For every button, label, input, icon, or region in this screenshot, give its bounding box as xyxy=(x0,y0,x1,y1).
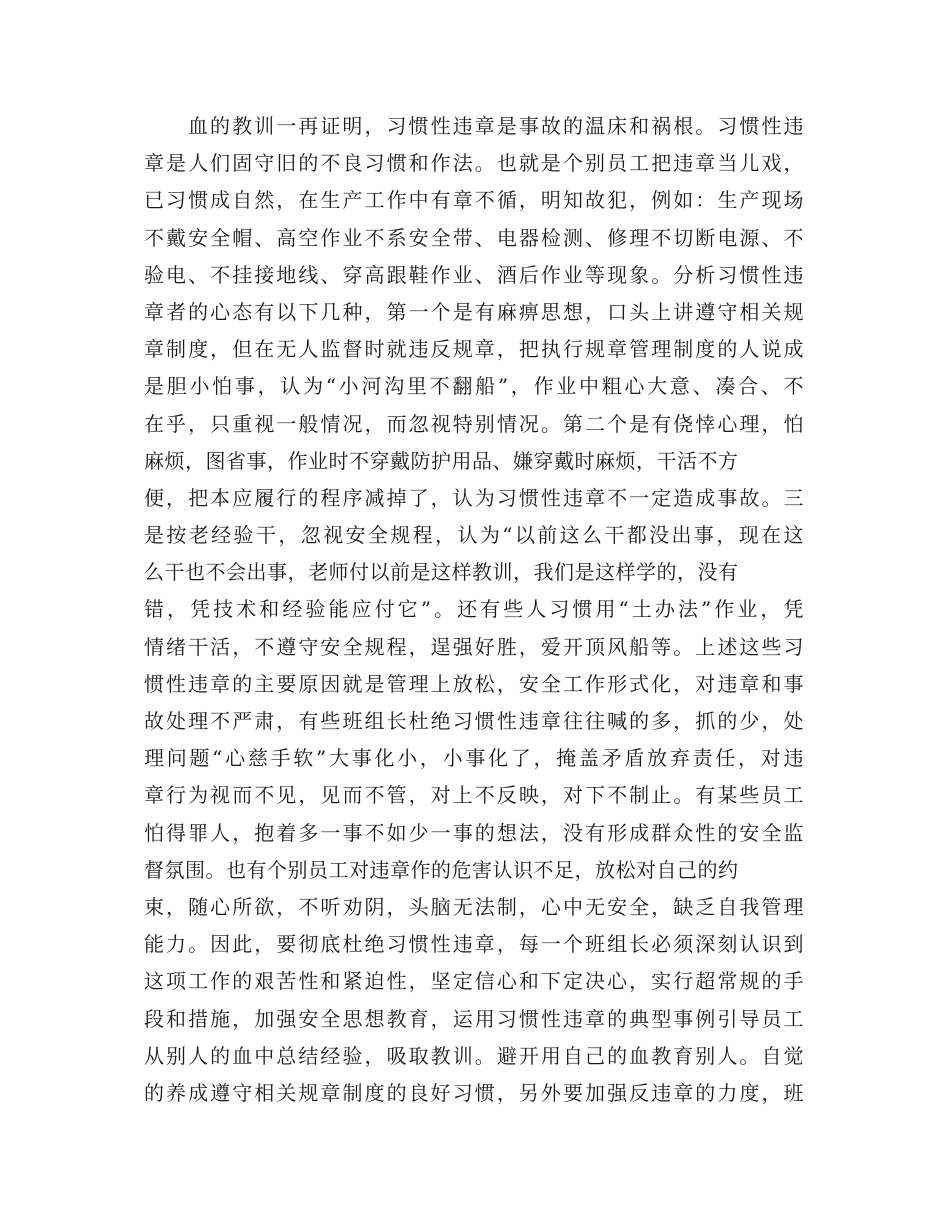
text-line: 段和措施，加强安全思想教育，运用习惯性违章的典型事例引导员工 xyxy=(144,1006,804,1031)
text-line: 已习惯成自然，在生产工作中有章不循，明知故犯，例如：生产现场 xyxy=(144,188,804,213)
text-line: 督氛围。也有个别员工对违章作的危害认识不足，放松对自己的约 xyxy=(144,857,739,882)
text-line: 章者的心态有以下几种，第一个是有麻痹思想，口头上讲遵守相关规 xyxy=(144,299,804,324)
text-line: 章制度，但在无人监督时就违反规章，把执行规章管理制度的人说成 xyxy=(144,337,804,362)
text-line: 理问题“心慈手软”大事化小，小事化了，掩盖矛盾放弃责任，对违 xyxy=(144,746,804,771)
text-line: 是胆小怕事，认为“小河沟里不翻船”，作业中粗心大意、凑合、不 xyxy=(144,374,804,399)
text-line: 么干也不会出事，老师付以前是这样教训，我们是这样学的，没有 xyxy=(144,560,739,585)
text-line: 束，随心所欲，不听劝阴，头脑无法制，心中无安全，缺乏自我管理 xyxy=(144,894,804,919)
text-line: 是按老经验干，忽视安全规程，认为“以前这么干都没出事，现在这 xyxy=(144,523,804,548)
text-line: 从别人的血中总结经验，吸取教训。避开用自己的血教育别人。自觉 xyxy=(144,1043,804,1068)
text-line: 错，凭技术和经验能应付它”。还有些人习惯用“土办法”作业，凭 xyxy=(144,597,804,622)
text-line: 不戴安全帽、高空作业不系安全带、电器检测、修理不切断电源、不 xyxy=(144,225,804,250)
text-line: 麻烦，图省事，作业时不穿戴防护用品、嫌穿戴时麻烦，干活不方 xyxy=(144,448,739,473)
text-line: 这项工作的艰苦性和紧迫性，坚定信心和下定决心，实行超常规的手 xyxy=(144,969,804,994)
text-line: 验电、不挂接地线、穿高跟鞋作业、酒后作业等现象。分析习惯性违 xyxy=(144,262,804,287)
text-line: 章是人们固守旧的不良习惯和作法。也就是个别员工把违章当儿戏， xyxy=(144,151,804,176)
text-line: 便，把本应履行的程序减掉了，认为习惯性违章不一定造成事故。三 xyxy=(144,485,804,510)
text-line: 情绪干活，不遵守安全规程，逞强好胜，爱开顶风船等。上述这些习 xyxy=(144,634,804,659)
text-line: 的养成遵守相关规章制度的良好习惯，另外要加强反违章的力度，班 xyxy=(144,1080,804,1105)
text-line: 在乎，只重视一般情况，而忽视特别情况。第二个是有侥悻心理，怕 xyxy=(144,411,804,436)
body-paragraph xyxy=(144,108,804,1112)
text-line: 血的教训一再证明，习惯性违章是事故的温床和祸根。习惯性违 xyxy=(188,114,804,138)
text-line: 章行为视而不见，见而不管，对上不反映，对下不制止。有某些员工 xyxy=(144,783,804,808)
text-line: 能力。因此，要彻底杜绝习惯性违章，每一个班组长必须深刻认识到 xyxy=(144,932,804,957)
text-line: 怕得罪人，抱着多一事不如少一事的想法，没有形成群众性的安全监 xyxy=(144,820,804,845)
text-line: 故处理不严肃，有些班组长杜绝习惯性违章往往喊的多，抓的少，处 xyxy=(144,709,804,733)
text-line: 惯性违章的主要原因就是管理上放松，安全工作形式化，对违章和事 xyxy=(144,671,804,696)
